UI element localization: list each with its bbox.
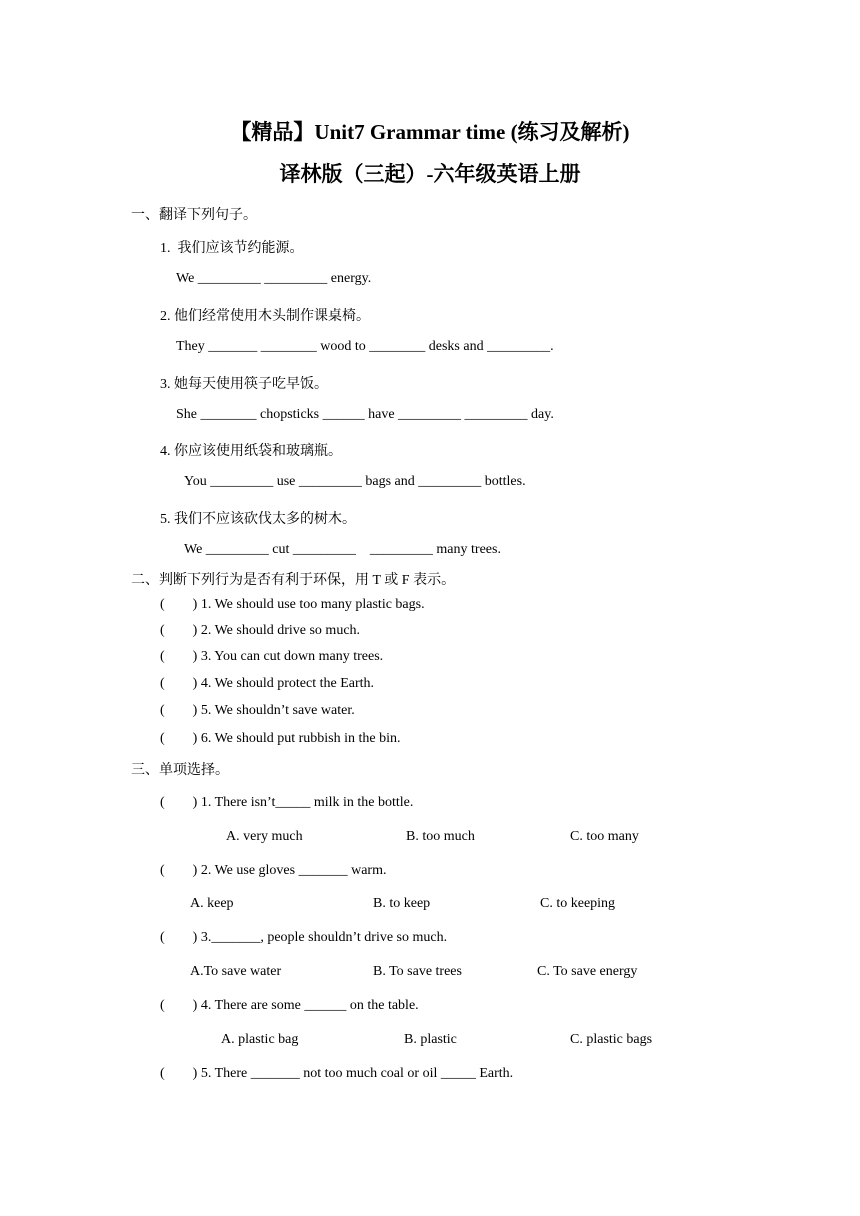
choice-1-option-b: B. too much bbox=[406, 829, 475, 844]
judge-item-2: ( ) 2. We should drive so much. bbox=[160, 623, 361, 638]
choice-3-option-b: B. To save trees bbox=[373, 964, 462, 979]
question-1-2: 2. 他们经常使用木头制作课桌椅。 bbox=[160, 309, 370, 324]
choice-question-1: ( ) 1. There isn’t_____ milk in the bottle. bbox=[160, 795, 414, 810]
choice-4-option-b: B. plastic bbox=[404, 1032, 457, 1047]
answer-line-1-3: She ________ chopsticks ______ have _________ _________ day. bbox=[176, 407, 554, 422]
choice-question-3: ( ) 3._______, people shouldn’t drive so much. bbox=[160, 930, 448, 945]
question-1-5: 5. 我们不应该砍伐太多的树木。 bbox=[160, 512, 356, 527]
choice-question-4: ( ) 4. There are some ______ on the table. bbox=[160, 998, 419, 1013]
title-line-1: 【精品】Unit7 Grammar time (练习及解析) bbox=[230, 120, 630, 144]
section-1-heading: 一、翻译下列句子。 bbox=[131, 208, 257, 223]
answer-line-1-4: You _________ use _________ bags and _________ bottles. bbox=[184, 474, 526, 489]
section-2-heading: 二、判断下列行为是否有利于环保，用 T 或 F 表示。 bbox=[131, 573, 456, 588]
judge-item-5: ( ) 5. We shouldn’t save water. bbox=[160, 703, 355, 718]
choice-3-option-c: C. To save energy bbox=[537, 964, 638, 979]
question-1-4: 4. 你应该使用纸袋和玻璃瓶。 bbox=[160, 444, 342, 459]
question-1-3: 3. 她每天使用筷子吃早饭。 bbox=[160, 377, 328, 392]
choice-2-option-c: C. to keeping bbox=[540, 896, 616, 911]
answer-line-1-2: They _______ ________ wood to ________ desks and _________. bbox=[176, 339, 554, 354]
question-1-1: 1. 我们应该节约能源。 bbox=[160, 241, 304, 256]
judge-item-4: ( ) 4. We should protect the Earth. bbox=[160, 676, 375, 691]
answer-line-1-5: We _________ cut _________ _________ many trees. bbox=[184, 542, 501, 557]
choice-question-2: ( ) 2. We use gloves _______ warm. bbox=[160, 863, 387, 878]
title-line-2: 译林版（三起）-六年级英语上册 bbox=[279, 162, 581, 186]
choice-1-option-c: C. too many bbox=[570, 829, 639, 844]
choice-question-5: ( ) 5. There _______ not too much coal or oil _____ Earth. bbox=[160, 1066, 514, 1081]
choice-4-option-a: A. plastic bag bbox=[221, 1032, 299, 1047]
section-3-heading: 三、单项选择。 bbox=[131, 763, 229, 778]
choice-3-option-a: A.To save water bbox=[190, 964, 282, 979]
judge-item-1: ( ) 1. We should use too many plastic bags. bbox=[160, 597, 425, 612]
choice-4-option-c: C. plastic bags bbox=[570, 1032, 653, 1047]
choice-2-option-a: A. keep bbox=[190, 896, 234, 911]
judge-item-3: ( ) 3. You can cut down many trees. bbox=[160, 649, 384, 664]
answer-line-1-1: We _________ _________ energy. bbox=[176, 271, 372, 286]
judge-item-6: ( ) 6. We should put rubbish in the bin. bbox=[160, 731, 401, 746]
choice-1-option-a: A. very much bbox=[226, 829, 303, 844]
choice-2-option-b: B. to keep bbox=[373, 896, 431, 911]
